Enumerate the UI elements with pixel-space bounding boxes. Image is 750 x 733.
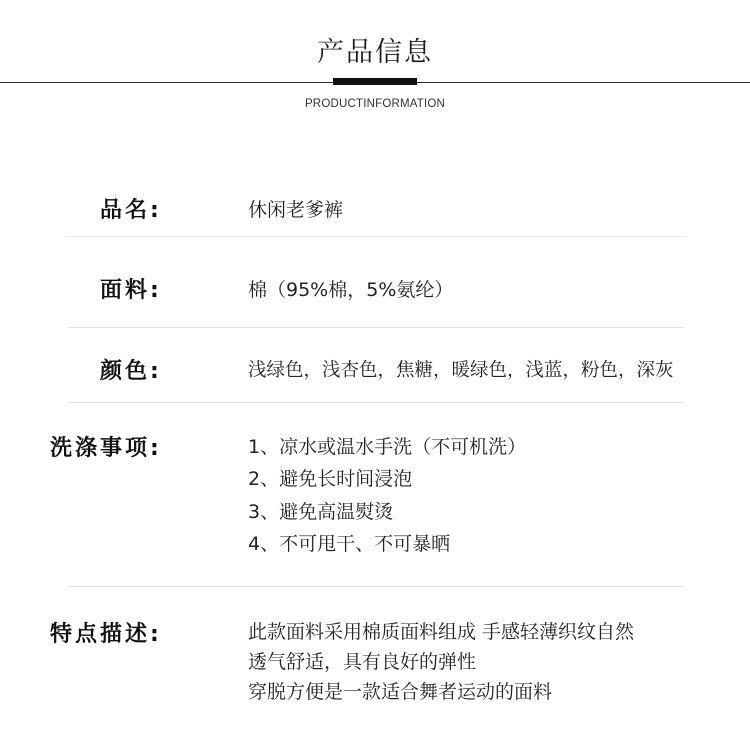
features-label: 特点描述: xyxy=(50,622,162,647)
washing-item: 1、凉水或温水手洗（不可机洗） xyxy=(248,436,527,458)
row-divider xyxy=(68,236,684,237)
title-accent-bar xyxy=(333,78,417,85)
row-divider xyxy=(68,327,684,328)
features-line: 穿脱方便是一款适合舞者运动的面料 xyxy=(248,681,553,703)
washing-item: 3、避免高温熨烫 xyxy=(248,501,394,523)
section-title: 产品信息 xyxy=(317,37,433,68)
features-line: 此款面料采用棉质面料组成 手感轻薄织纹自然 xyxy=(248,621,635,643)
washing-item: 4、不可甩干、不可暴晒 xyxy=(248,533,451,555)
section-subtitle: PRODUCTINFORMATION xyxy=(304,98,446,110)
fabric-value: 棉（95%棉，5%氨纶） xyxy=(248,279,454,301)
row-divider xyxy=(68,402,684,403)
row-divider xyxy=(68,586,684,587)
fabric-label: 面料: xyxy=(100,278,162,303)
features-line: 透气舒适，具有良好的弹性 xyxy=(248,651,477,673)
name-label: 品名: xyxy=(100,198,162,223)
color-value: 浅绿色，浅杏色，焦糖，暖绿色，浅蓝，粉色，深灰 xyxy=(248,360,674,381)
washing-label: 洗涤事项: xyxy=(50,436,162,461)
name-value: 休闲老爹裤 xyxy=(248,199,344,221)
color-label: 颜色: xyxy=(100,359,162,384)
washing-item: 2、避免长时间浸泡 xyxy=(248,468,413,490)
